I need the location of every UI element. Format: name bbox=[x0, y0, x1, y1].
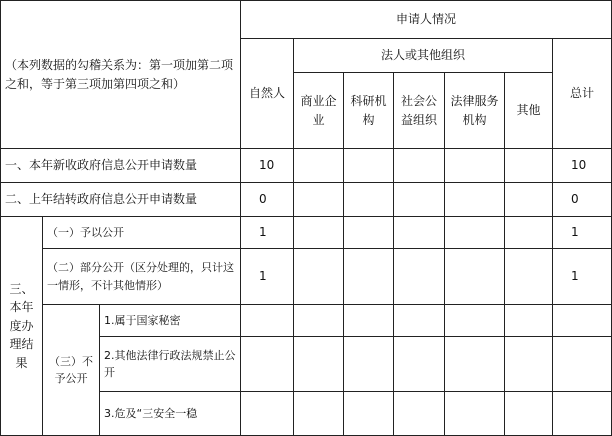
row-partial-label: （二）部分公开（区分处理的，只计这一情形，不计其他情形） bbox=[43, 249, 241, 305]
empty-cell bbox=[445, 183, 505, 217]
legal-service-header: 法律服务机构 bbox=[445, 73, 505, 149]
public-welfare-header: 社会公益组织 bbox=[394, 73, 445, 149]
empty-cell bbox=[344, 217, 394, 249]
empty-cell bbox=[294, 217, 344, 249]
row-carried-over-natural: 0 bbox=[241, 183, 294, 217]
research-header: 科研机构 bbox=[344, 73, 394, 149]
legal-person-header: 法人或其他组织 bbox=[294, 39, 553, 73]
row-state-secret-label: 1.属于国家秘密 bbox=[100, 305, 241, 337]
empty-cell bbox=[553, 337, 612, 392]
row-disclosed-total: 1 bbox=[553, 217, 612, 249]
empty-cell bbox=[553, 392, 612, 436]
empty-cell bbox=[394, 149, 445, 183]
applicant-info-header: 申请人情况 bbox=[241, 1, 612, 39]
row-partial-natural: 1 bbox=[241, 249, 294, 305]
empty-cell bbox=[505, 183, 553, 217]
empty-cell bbox=[445, 249, 505, 305]
row-new-requests-total: 10 bbox=[553, 149, 612, 183]
empty-cell bbox=[445, 337, 505, 392]
empty-cell bbox=[445, 217, 505, 249]
empty-cell bbox=[344, 337, 394, 392]
empty-cell bbox=[394, 217, 445, 249]
empty-cell bbox=[241, 337, 294, 392]
row-disclosed-label: （一）予以公开 bbox=[43, 217, 241, 249]
empty-cell bbox=[553, 305, 612, 337]
empty-cell bbox=[344, 183, 394, 217]
empty-cell bbox=[505, 249, 553, 305]
empty-cell bbox=[394, 337, 445, 392]
empty-cell bbox=[445, 305, 505, 337]
empty-cell bbox=[294, 249, 344, 305]
empty-cell bbox=[344, 249, 394, 305]
natural-person-header: 自然人 bbox=[241, 39, 294, 149]
empty-cell bbox=[294, 149, 344, 183]
note-cell: （本列数据的勾稽关系为：第一项加第二项之和，等于第三项加第四项之和） bbox=[1, 1, 241, 149]
empty-cell bbox=[505, 305, 553, 337]
section3-label: 三、本年度办理结果 bbox=[1, 217, 43, 436]
row-new-requests-natural: 10 bbox=[241, 149, 294, 183]
row-new-requests-label: 一、本年新收政府信息公开申请数量 bbox=[1, 149, 241, 183]
empty-cell bbox=[394, 183, 445, 217]
empty-cell bbox=[505, 217, 553, 249]
empty-cell bbox=[294, 183, 344, 217]
row-carried-over-label: 二、上年结转政府信息公开申请数量 bbox=[1, 183, 241, 217]
empty-cell bbox=[505, 337, 553, 392]
empty-cell bbox=[505, 392, 553, 436]
row-not-disclosed-label: （三）不予公开 bbox=[43, 305, 100, 436]
other-header: 其他 bbox=[505, 73, 553, 149]
empty-cell bbox=[294, 305, 344, 337]
empty-cell bbox=[241, 305, 294, 337]
commercial-header: 商业企业 bbox=[294, 73, 344, 149]
row-security-risk-label: 3.危及“三安全一稳 bbox=[100, 392, 241, 436]
empty-cell bbox=[394, 249, 445, 305]
row-law-prohibited-label: 2.其他法律行政法规禁止公开 bbox=[100, 337, 241, 392]
total-header: 总计 bbox=[553, 39, 612, 149]
empty-cell bbox=[344, 392, 394, 436]
empty-cell bbox=[394, 392, 445, 436]
empty-cell bbox=[344, 149, 394, 183]
empty-cell bbox=[344, 305, 394, 337]
row-partial-total: 1 bbox=[553, 249, 612, 305]
empty-cell bbox=[394, 305, 445, 337]
empty-cell bbox=[241, 392, 294, 436]
empty-cell bbox=[445, 392, 505, 436]
row-carried-over-total: 0 bbox=[553, 183, 612, 217]
empty-cell bbox=[505, 149, 553, 183]
empty-cell bbox=[294, 337, 344, 392]
empty-cell bbox=[294, 392, 344, 436]
empty-cell bbox=[445, 149, 505, 183]
row-disclosed-natural: 1 bbox=[241, 217, 294, 249]
